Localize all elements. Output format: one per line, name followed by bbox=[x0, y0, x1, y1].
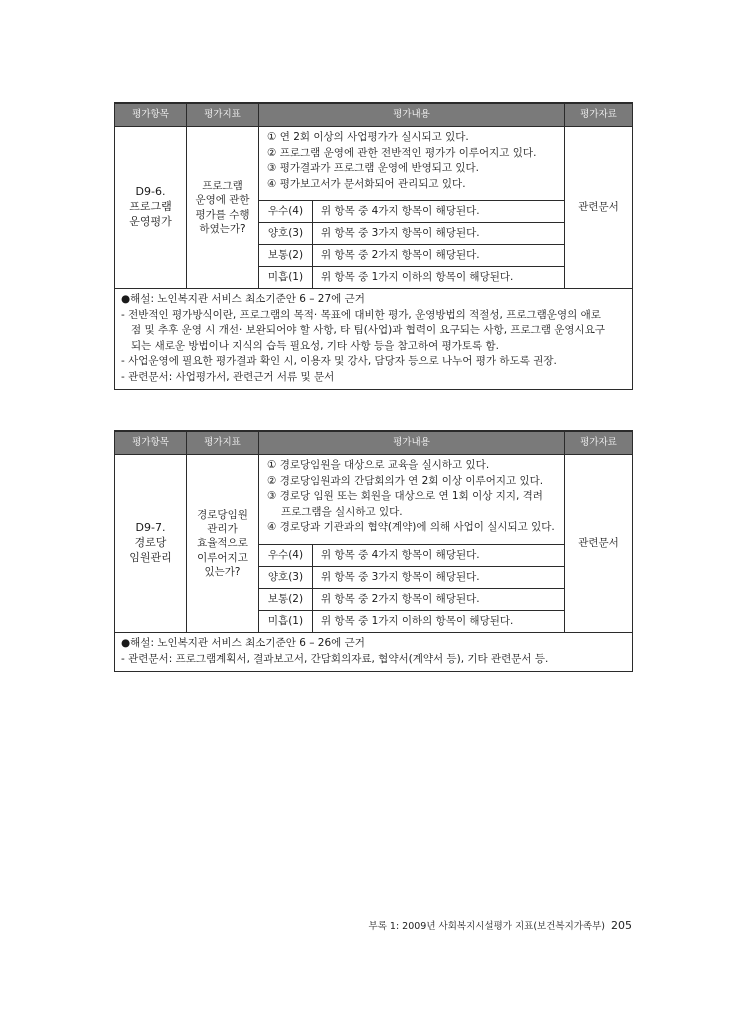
criteria-item: ① 연 2회 이상의 사업평가가 실시되고 있다. bbox=[267, 131, 469, 143]
note-line: - 관련문서: 프로그램계획서, 결과보고서, 간담회의자료, 협약서(계약서 등), 기타 관련문서 등. bbox=[121, 652, 549, 665]
criteria-list bbox=[259, 455, 565, 545]
evaluation-table-d9-7 bbox=[114, 430, 633, 672]
grade-description: 위 항목 중 4가지 항목이 해당된다. bbox=[313, 545, 565, 567]
explanation-notes bbox=[115, 289, 633, 390]
criteria-item: 프로그램을 실시하고 있다. bbox=[281, 505, 403, 518]
criteria-item: ③ 경로당 임원 또는 회원을 대상으로 연 1회 이상 지지, 격려 bbox=[267, 490, 543, 502]
grade-label: 보통(2) bbox=[259, 589, 313, 611]
header-item: 평가항목 bbox=[115, 431, 187, 455]
grade-description: 위 항목 중 3가지 항목이 해당된다. bbox=[313, 223, 565, 245]
grade-description: 위 항목 중 2가지 항목이 해당된다. bbox=[313, 245, 565, 267]
evaluation-docs: 관련문서 bbox=[565, 455, 633, 633]
grade-label: 양호(3) bbox=[259, 567, 313, 589]
criteria-item: ① 경로당임원을 대상으로 교육을 실시하고 있다. bbox=[267, 459, 490, 471]
evaluation-item: D9-7. 경로당 임원관리 bbox=[115, 455, 187, 633]
criteria-item: ④ 경로당과 기관과의 협약(계약)에 의해 사업이 실시되고 있다. bbox=[267, 521, 555, 533]
evaluation-table-d9-6 bbox=[114, 102, 633, 390]
grade-description: 위 항목 중 1가지 이하의 항목이 해당된다. bbox=[313, 267, 565, 289]
evaluation-item: D9-6. 프로그램 운영평가 bbox=[115, 127, 187, 289]
grade-label: 우수(4) bbox=[259, 201, 313, 223]
evaluation-indicator: 프로그램 운영에 관한 평가를 수행 하였는가? bbox=[187, 127, 259, 289]
grade-description: 위 항목 중 4가지 항목이 해당된다. bbox=[313, 201, 565, 223]
header-indicator: 평가지표 bbox=[187, 103, 259, 127]
criteria-item: ② 경로당임원과의 간담회의가 연 2회 이상 이루어지고 있다. bbox=[267, 474, 544, 487]
grade-label: 보통(2) bbox=[259, 245, 313, 267]
footer-text: 부록 1: 2009년 사회복지시설평가 지표(보건복지가족부) bbox=[368, 921, 605, 932]
note-line: 점 및 추후 운영 시 개선· 보완되어야 할 사항, 타 팀(사업)과 협력이 요구되는 사항, 프로그램 운영시요구 bbox=[131, 324, 605, 336]
grade-label: 우수(4) bbox=[259, 545, 313, 567]
evaluation-indicator: 경로당임원 관리가 효율적으로 이루어지고 있는가? bbox=[187, 455, 259, 633]
header-docs: 평가자료 bbox=[565, 431, 633, 455]
note-line: ●해설: 노인복지관 서비스 최소기준안 6 – 27에 근거 bbox=[121, 293, 365, 305]
explanation-notes bbox=[115, 633, 633, 672]
note-line: - 전반적인 평가방식이란, 프로그램의 목적· 목표에 대비한 평가, 운영방법의 적절성, 프로그램운영의 애로 bbox=[121, 308, 601, 321]
grade-description: 위 항목 중 3가지 항목이 해당된다. bbox=[313, 567, 565, 589]
note-line: - 관련문서: 사업평가서, 관련근거 서류 및 문서 bbox=[121, 370, 335, 383]
criteria-item: ② 프로그램 운영에 관한 전반적인 평가가 이루어지고 있다. bbox=[267, 146, 537, 159]
evaluation-docs: 관련문서 bbox=[565, 127, 633, 289]
note-line: 되는 새로운 방법이나 지식의 습득 필요성, 기타 사항 등을 참고하여 평가토록 함. bbox=[131, 339, 499, 352]
grade-description: 위 항목 중 1가지 이하의 항목이 해당된다. bbox=[313, 611, 565, 633]
header-content: 평가내용 bbox=[259, 431, 565, 455]
header-content: 평가내용 bbox=[259, 103, 565, 127]
grade-description: 위 항목 중 2가지 항목이 해당된다. bbox=[313, 589, 565, 611]
criteria-item: ③ 평가결과가 프로그램 운영에 반영되고 있다. bbox=[267, 162, 480, 174]
header-docs: 평가자료 bbox=[565, 103, 633, 127]
note-line: ●해설: 노인복지관 서비스 최소기준안 6 – 26에 근거 bbox=[121, 637, 365, 649]
criteria-item: ④ 평가보고서가 문서화되어 관리되고 있다. bbox=[267, 177, 466, 190]
header-indicator: 평가지표 bbox=[187, 431, 259, 455]
grade-label: 미흡(1) bbox=[259, 611, 313, 633]
criteria-list bbox=[259, 127, 565, 201]
grade-label: 양호(3) bbox=[259, 223, 313, 245]
note-line: - 사업운영에 필요한 평가결과 확인 시, 이용자 및 강사, 담당자 등으로 나누어 평가 하도록 권장. bbox=[121, 355, 557, 367]
page-number: 205 bbox=[611, 919, 632, 932]
page-footer bbox=[369, 918, 632, 932]
grade-label: 미흡(1) bbox=[259, 267, 313, 289]
header-item: 평가항목 bbox=[115, 103, 187, 127]
